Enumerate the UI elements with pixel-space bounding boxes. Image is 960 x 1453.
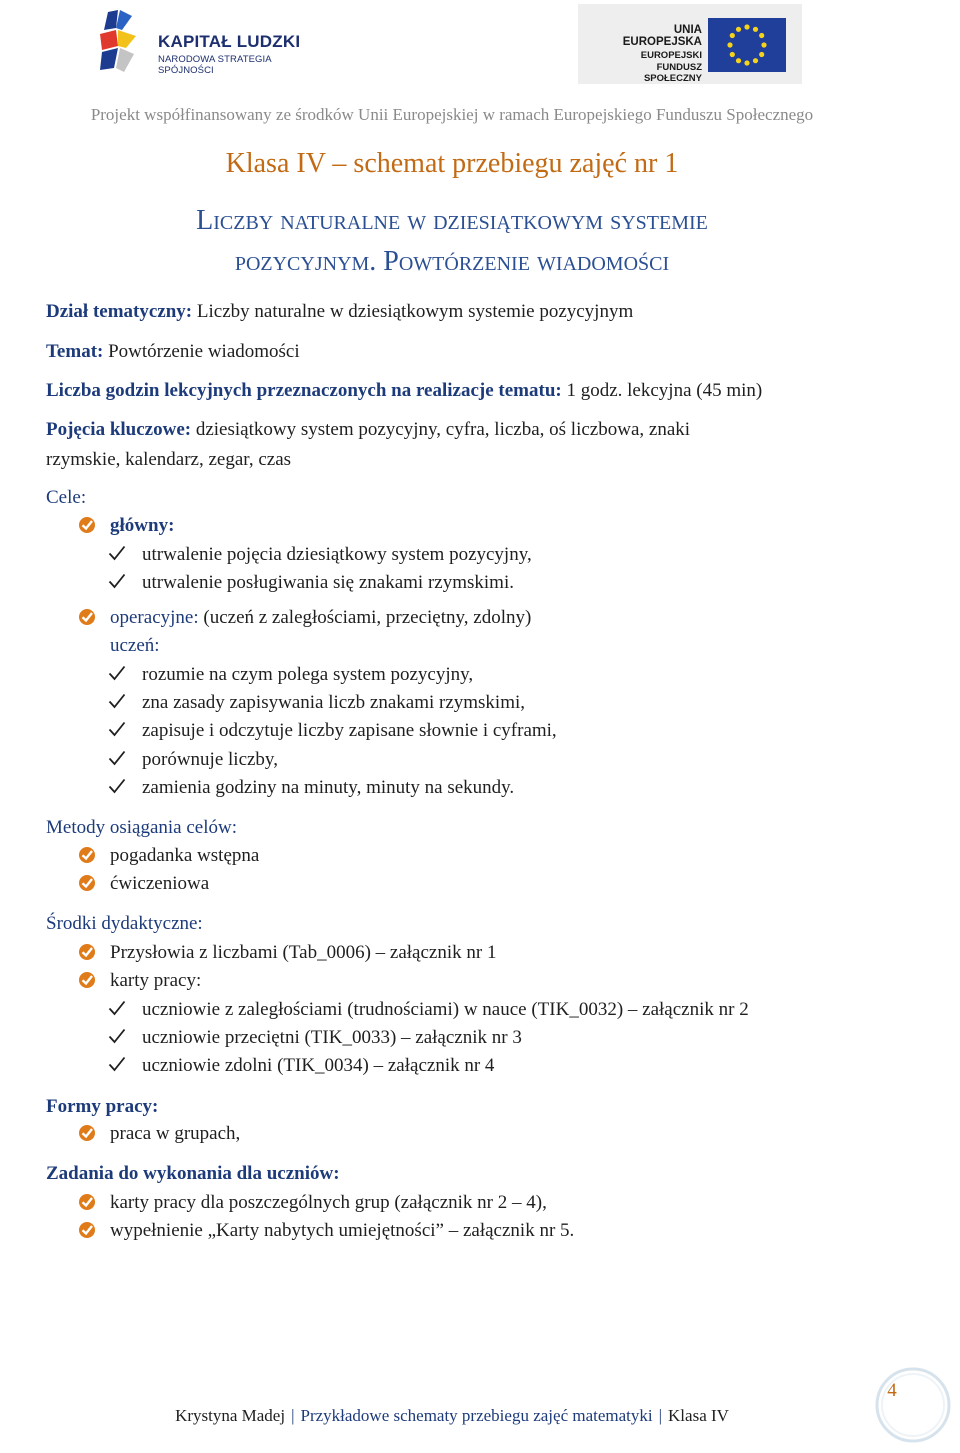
page-number-circle-icon xyxy=(874,1366,952,1444)
orange-check-bullet-icon xyxy=(78,516,96,534)
dzial-label: Dział tematyczny: xyxy=(46,301,193,322)
checkmark-icon xyxy=(108,545,126,561)
orange-check-bullet-icon xyxy=(78,1124,96,1142)
checkmark-icon xyxy=(108,573,126,589)
kapital-ludzki-star-icon xyxy=(96,8,156,78)
checkmark-icon xyxy=(108,1056,126,1072)
projekt-note: Projekt współfinansowany ze środków Unii Europejskiej w ramach Europejskiego Funduszu Społecznego xyxy=(90,105,814,124)
orange-check-bullet-icon xyxy=(78,608,96,626)
checkmark-icon xyxy=(108,750,126,766)
footer-separator: | xyxy=(658,1406,663,1425)
operacyjne-item: zamienia godziny na minuty, minuty na sekundy. xyxy=(142,777,515,798)
godziny-line xyxy=(46,379,762,403)
operacyjne-line xyxy=(110,606,531,630)
footer-series: Przykładowe schematy przebiegu zajęć matematyki xyxy=(300,1406,653,1425)
checkmark-icon xyxy=(108,1028,126,1044)
godziny-value: 1 godz. lekcyjna (45 min) xyxy=(561,380,763,401)
operacyjne-label: operacyjne: xyxy=(110,607,199,628)
temat-line xyxy=(46,340,300,364)
temat-value: Powtórzenie wiadomości xyxy=(103,341,300,362)
operacyjne-item: zna zasady zapisywania liczb znakami rzymskimi, xyxy=(142,692,526,713)
page-number: 4 xyxy=(887,1380,897,1401)
srodki-sub-item: uczniowie przeciętni (TIK_0033) – załącznik nr 3 xyxy=(142,1027,522,1048)
pojecia-line-2: rzymskie, kalendarz, zegar, czas xyxy=(46,449,292,470)
eu-flag-icon xyxy=(708,18,786,72)
orange-check-bullet-icon xyxy=(78,971,96,989)
orange-check-bullet-icon xyxy=(78,1221,96,1239)
lesson-title-line2: pozycyjnym. Powtórzenie wiadomości xyxy=(234,246,670,277)
kapital-ludzki-title: KAPITAŁ LUDZKI xyxy=(158,32,301,51)
ue-line1: UNIA EUROPEJSKA xyxy=(622,24,702,48)
orange-check-bullet-icon xyxy=(78,846,96,864)
metody-item: ćwiczeniowa xyxy=(110,873,210,894)
pojecia-label: Pojęcia kluczowe: xyxy=(46,419,192,440)
orange-check-bullet-icon xyxy=(78,943,96,961)
lesson-title xyxy=(0,200,904,282)
dzial-value: Liczby naturalne w dziesiątkowym systemie pozycyjnym xyxy=(192,301,634,322)
temat-label: Temat: xyxy=(46,341,104,362)
checkmark-icon xyxy=(108,693,126,709)
pojecia-value: dziesiątkowy system pozycyjny, cyfra, liczba, oś liczbowa, znaki xyxy=(191,419,691,440)
page-footer xyxy=(0,1406,904,1426)
footer-author: Krystyna Madej xyxy=(175,1406,286,1425)
unia-europejska-logo xyxy=(578,4,802,84)
glowny-item: utrwalenie posługiwania się znakami rzymskimi. xyxy=(142,572,514,593)
kapital-ludzki-logo xyxy=(96,8,326,78)
dzial-line xyxy=(46,300,633,324)
pojecia-line xyxy=(46,418,690,442)
srodki-sub-item: uczniowie zdolni (TIK_0034) – załącznik nr 4 xyxy=(142,1055,495,1076)
ue-line3: FUNDUSZ SPOŁECZNY xyxy=(643,62,702,84)
srodki-heading: Środki dydaktyczne: xyxy=(46,913,203,934)
formy-item: praca w grupach, xyxy=(110,1123,241,1144)
srodki-sub-item: uczniowie z zaległościami (trudnościami) w nauce (TIK_0032) – załącznik nr 2 xyxy=(142,999,749,1020)
srodki-item: karty pracy: xyxy=(110,970,202,991)
operacyjne-item: rozumie na czym polega system pozycyjny, xyxy=(142,664,474,685)
formy-heading: Formy pracy: xyxy=(46,1096,159,1117)
zadania-item: karty pracy dla poszczególnych grup (załącznik nr 2 – 4), xyxy=(110,1192,547,1213)
zadania-heading: Zadania do wykonania dla uczniów: xyxy=(46,1163,340,1184)
operacyjne-item: zapisuje i odczytuje liczby zapisane słownie i cyframi, xyxy=(142,720,557,741)
metody-heading: Metody osiągania celów: xyxy=(46,817,238,838)
checkmark-icon xyxy=(108,665,126,681)
lesson-title-line1: Liczby naturalne w dziesiątkowym systemie xyxy=(196,205,708,236)
orange-check-bullet-icon xyxy=(78,1193,96,1211)
operacyjne-item: porównuje liczby, xyxy=(142,749,278,770)
srodki-item: Przysłowia z liczbami (Tab_0006) – załącznik nr 1 xyxy=(110,942,497,963)
footer-klasa: Klasa IV xyxy=(668,1406,729,1425)
checkmark-icon xyxy=(108,721,126,737)
operacyjne-value: (uczeń z zaległościami, przeciętny, zdolny) xyxy=(198,607,532,628)
godziny-label: Liczba godzin lekcyjnych przeznaczonych na realizacje tematu: xyxy=(46,380,562,401)
footer-separator: | xyxy=(291,1406,295,1425)
glowny-item: utrwalenie pojęcia dziesiątkowy system pozycyjny, xyxy=(142,544,532,565)
kapital-ludzki-subtitle: NARODOWA STRATEGIA SPÓJNOŚCI xyxy=(158,54,272,76)
uczen-label: uczeń: xyxy=(110,635,160,656)
checkmark-icon xyxy=(108,1000,126,1016)
glowny-label: główny: xyxy=(110,515,175,536)
cele-heading xyxy=(46,486,86,510)
page-title: Klasa IV – schemat przebiegu zajęć nr 1 xyxy=(225,148,679,179)
ue-line2: EUROPEJSKI xyxy=(640,50,702,61)
zadania-item: wypełnienie „Karty nabytych umiejętności” – załącznik nr 5. xyxy=(110,1220,575,1241)
checkmark-icon xyxy=(108,778,126,794)
metody-item: pogadanka wstępna xyxy=(110,845,260,866)
cele-label: Cele: xyxy=(46,487,87,508)
orange-check-bullet-icon xyxy=(78,874,96,892)
page-number-badge xyxy=(874,1366,952,1444)
